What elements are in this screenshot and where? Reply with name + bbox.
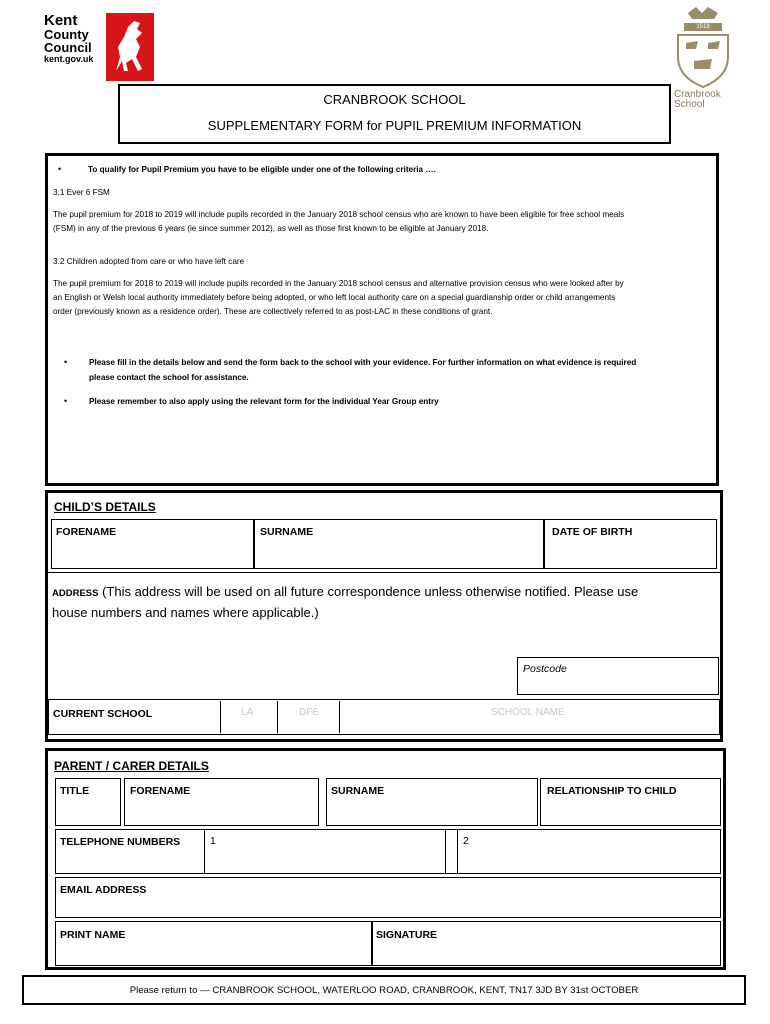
email-label: EMAIL ADDRESS: [60, 884, 147, 896]
section-3-1-title: 3.1 Ever 6 FSM: [53, 188, 110, 197]
signature-label: SIGNATURE: [376, 929, 438, 941]
kcc-logo-url: kent.gov.uk: [44, 54, 94, 64]
school-name-placeholder: SCHOOL NAME: [491, 707, 565, 718]
telephone-1-field[interactable]: [204, 829, 446, 874]
school-crest-year: 1518: [696, 24, 710, 30]
instructions-line1: Please fill in the details below and send the form back to the school with your evidence. For further information on what evidence is required: [89, 358, 637, 367]
kcc-logo-line2: County: [44, 27, 89, 42]
form-subtitle: SUPPLEMENTARY FORM for PUPIL PREMIUM INFORMATION: [207, 118, 582, 133]
instructions-line2: please contact the school for assistance.: [89, 373, 249, 382]
info-box: [45, 153, 719, 486]
form-title: CRANBROOK SCHOOL: [323, 92, 466, 107]
telephone-1-label: 1: [210, 835, 216, 847]
section-3-2-line3: order (previously known as a residence order). These are collectively referred to as post-LAC in these conditions of grant.: [53, 307, 493, 316]
print-name-field[interactable]: [55, 921, 372, 966]
section-3-2-line2: an English or Welsh local authority immediately before being adopted, or who left local authority care on a special guardianship order or child arrangements: [53, 293, 616, 302]
address-label: ADDRESS: [52, 588, 99, 599]
dfe-field[interactable]: [278, 701, 340, 733]
school-name-field[interactable]: [341, 701, 719, 733]
telephone-2-field[interactable]: [457, 829, 721, 874]
return-address: Please return to — CRANBROOK SCHOOL, WATERLOO ROAD, CRANBROOK, KENT, TN17 3JD BY 31st OCTOBER: [129, 985, 639, 996]
section-3-1-line2: (FSM) in any of the previous 6 years (ie since summer 2012), as well as those first known to be eligible at January 2018.: [53, 224, 489, 233]
date-of-birth-label: DATE OF BIRTH: [552, 526, 633, 538]
child-surname-label: SURNAME: [260, 526, 314, 538]
postcode-field[interactable]: [517, 657, 719, 695]
child-surname-field[interactable]: [254, 519, 544, 569]
email-field[interactable]: [55, 877, 721, 918]
school-logo-line1: Cranbrook: [674, 89, 721, 100]
postcode-label: Postcode: [523, 663, 567, 675]
signature-field[interactable]: [372, 921, 721, 966]
parent-surname-label: SURNAME: [331, 785, 385, 797]
parent-title-field[interactable]: [55, 778, 121, 826]
relationship-label: RELATIONSHIP TO CHILD: [547, 785, 677, 797]
bullet-icon: •: [64, 357, 68, 367]
la-placeholder: LA: [241, 707, 254, 718]
kcc-logo-line1: Kent: [44, 12, 78, 29]
kcc-logo-line3: Council: [44, 40, 92, 55]
child-forename-label: FORENAME: [56, 526, 117, 538]
section-3-2-title: 3.2 Children adopted from care or who have left care: [53, 257, 245, 266]
relationship-field[interactable]: [540, 778, 721, 826]
parent-surname-field[interactable]: [326, 778, 538, 826]
school-crest-icon: [672, 5, 734, 90]
info-intro: To qualify for Pupil Premium you have to be eligible under one of the following criteria ….: [88, 165, 436, 174]
kcc-logo: [44, 13, 154, 81]
return-address-footer: [22, 975, 746, 1005]
date-of-birth-field[interactable]: [544, 519, 717, 569]
telephone-2-label: 2: [463, 835, 469, 847]
parent-details-heading: PARENT / CARER DETAILS: [54, 759, 209, 773]
year-group-reminder: Please remember to also apply using the relevant form for the individual Year Group entry: [89, 397, 439, 406]
cranbrook-school-logo: [672, 5, 734, 110]
parent-forename-field[interactable]: [124, 778, 319, 826]
print-name-label: PRINT NAME: [60, 929, 126, 941]
parent-forename-label: FORENAME: [130, 785, 191, 797]
school-logo-line2: School: [674, 99, 705, 110]
parent-title-label: TITLE: [60, 785, 90, 797]
address-note: (This address will be used on all future correspondence unless otherwise notified. Please use: [102, 584, 639, 599]
bullet-icon: •: [58, 164, 62, 174]
kent-horse-icon: [106, 13, 154, 81]
address-note-continued: house numbers and names where applicable.): [52, 605, 319, 620]
telephone-label: TELEPHONE NUMBERS: [60, 836, 181, 848]
section-3-2-line1: The pupil premium for 2018 to 2019 will include pupils recorded in the January 2018 school census and alternative provision census who were looked after by: [53, 279, 624, 288]
child-details-heading: CHILD’S DETAILS: [54, 500, 156, 514]
la-field[interactable]: [220, 701, 278, 733]
bullet-icon: •: [64, 396, 68, 406]
child-forename-field[interactable]: [51, 519, 254, 569]
dfe-placeholder: DFE: [299, 707, 319, 718]
section-3-1-line1: The pupil premium for 2018 to 2019 will include pupils recorded in the January 2018 school census who are known to have been eligible for free school meals: [53, 210, 625, 219]
title-box: [118, 84, 671, 144]
current-school-label: CURRENT SCHOOL: [53, 708, 153, 720]
